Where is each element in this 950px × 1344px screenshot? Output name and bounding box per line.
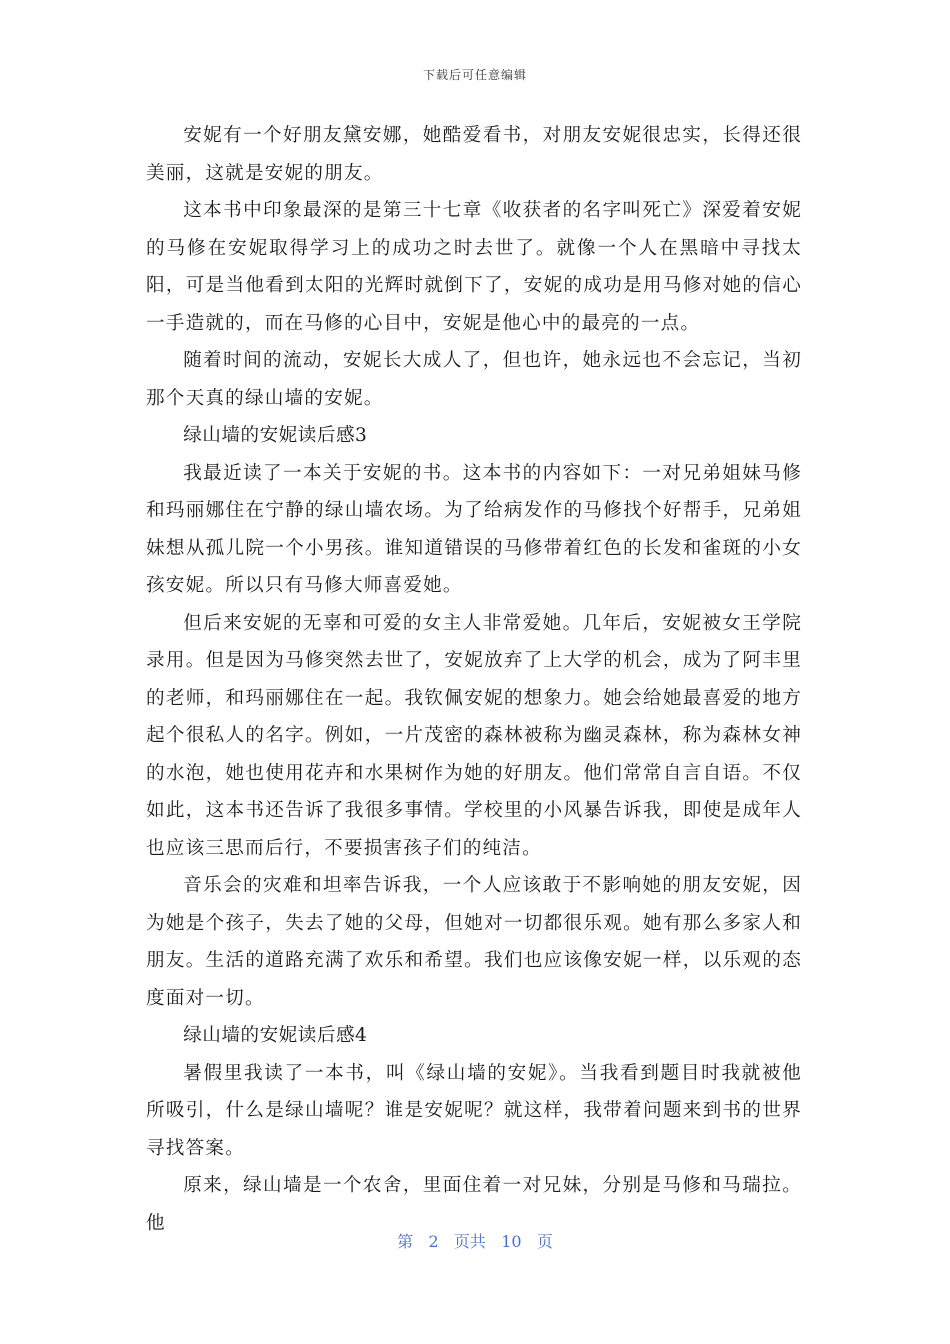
footer-middle: 页共 <box>453 1232 486 1251</box>
footer-current-page: 2 <box>428 1232 439 1251</box>
paragraph: 但后来安妮的无辜和可爱的女主人非常爱她。几年后，安妮被女王学院录用。但是因为马修突然去世了，安妮放弃了上大学的机会，成为了阿丰里的老师，和玛丽娜住在一起。我钦佩安妮的想象力。她会给她最喜爱的地方起个很私人的名字。例如，一片茂密的森林被称为幽灵森林，称为森林女神的水泡，她也使用花卉和水果树作为她的好朋友。他们常常自言自语。不仅如此，这本书还告诉了我很多事情。学校里的小风暴告诉我，即使是成年人也应该三思而后行，不要损害孩子们的纯洁。 <box>146 612 802 859</box>
paragraph: 原来，绿山墙是一个农舍，里面住着一对兄妹，分别是马修和马瑞拉。他 <box>146 1175 802 1234</box>
footer-prefix: 第 <box>397 1232 414 1251</box>
footer-total-pages: 10 <box>501 1232 522 1251</box>
paragraph: 这本书中印象最深的是第三十七章《收获者的名字叫死亡》深爱着安妮的马修在安妮取得学习上的成功之时去世了。就像一个人在黑暗中寻找太阳，可是当他看到太阳的光辉时就倒下了，安妮的成功是用马修对她的信心一手造就的，而在马修的心目中，安妮是他心中的最亮的一点。 <box>146 200 802 334</box>
section-heading: 绿山墙的安妮读后感3 <box>183 425 368 446</box>
page-header: 下载后可任意编辑 <box>422 68 527 82</box>
section-heading: 绿山墙的安妮读后感4 <box>183 1025 368 1046</box>
paragraph: 音乐会的灾难和坦率告诉我，一个人应该敢于不影响她的朋友安妮，因为她是个孩子，失去了她的父母，但她对一切都很乐观。她有那么多家人和朋友。生活的道路充满了欢乐和希望。我们也应该像安妮一样，以乐观的态度面对一切。 <box>146 875 802 1009</box>
page-footer <box>0 1229 950 1252</box>
paragraph: 暑假里我读了一本书，叫《绿山墙的安妮》。当我看到题目时我就被他所吸引，什么是绿山墙呢？谁是安妮呢？就这样，我带着问题来到书的世界寻找答案。 <box>146 1062 802 1159</box>
paragraph: 随着时间的流动，安妮长大成人了，但也许，她永远也不会忘记，当初那个天真的绿山墙的安妮。 <box>146 350 802 409</box>
paragraph: 我最近读了一本关于安妮的书。这本书的内容如下：一对兄弟姐妹马修和玛丽娜住在宁静的绿山墙农场。为了给病发作的马修找个好帮手，兄弟姐妹想从孤儿院一个小男孩。谁知道错误的马修带着红色的长发和雀斑的小女孩安妮。所以只有马修大师喜爱她。 <box>146 462 802 596</box>
paragraph: 安妮有一个好朋友黛安娜，她酷爱看书，对朋友安妮很忠实，长得还很美丽，这就是安妮的朋友。 <box>146 125 802 184</box>
footer-suffix: 页 <box>536 1232 553 1251</box>
document-body <box>146 117 802 1242</box>
